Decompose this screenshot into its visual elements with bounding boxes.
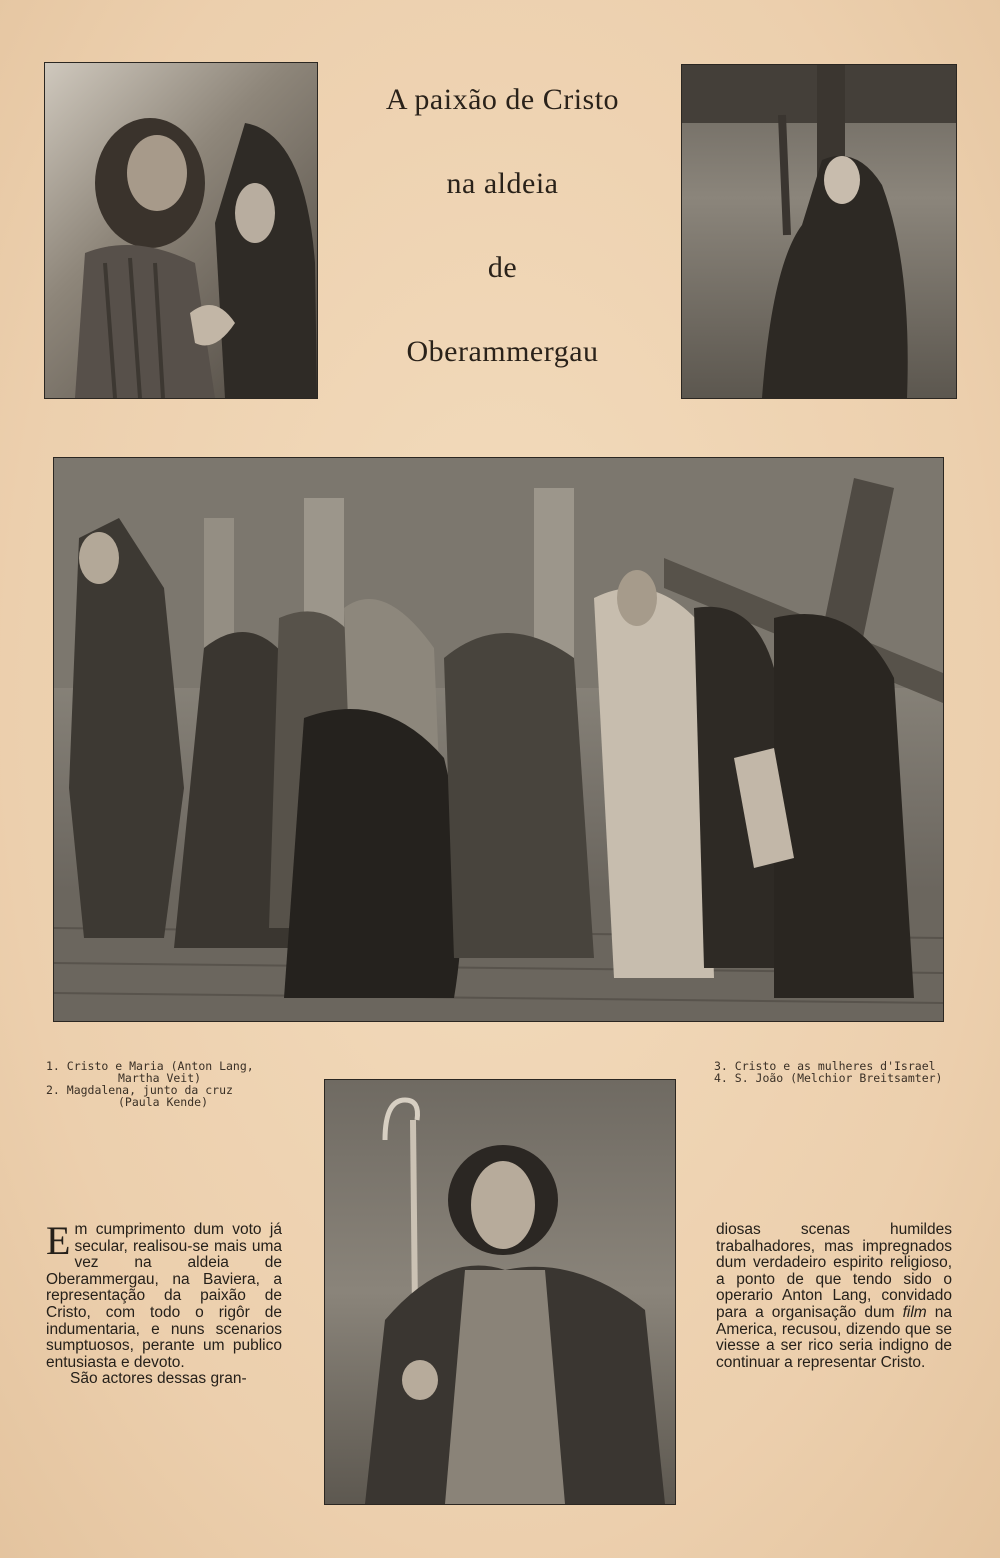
- article-continuation-a: diosas scenas humildes trabalhadores, mas impregnados dum verdadeiro espirito religioso, a ponto de que tendo sido o operario Anton Lang, convidado para a organisação dum: [716, 1221, 952, 1321]
- caption-left: [46, 1060, 286, 1108]
- caption-right: [714, 1060, 959, 1084]
- photo-cristo-e-maria: [44, 62, 318, 399]
- article-column-1: [46, 1218, 282, 1388]
- article-column-2: [716, 1222, 952, 1371]
- article-title: [330, 80, 675, 416]
- caption-line: 3. Cristo e as mulheres d'Israel: [714, 1059, 936, 1073]
- caption-line: Martha Veit): [118, 1071, 202, 1085]
- photo-cristo-e-as-mulheres: [53, 457, 944, 1022]
- photo-magdalena-junto-da-cruz: [681, 64, 957, 399]
- title-line-3: de: [487, 251, 518, 284]
- title-line-4: Oberammergau: [406, 335, 599, 368]
- article-film-word: film: [902, 1303, 927, 1321]
- caption-line: 2. Magdalena, junto da cruz: [46, 1083, 233, 1097]
- caption-line: 4. S. João (Melchior Breitsamter): [714, 1071, 943, 1085]
- caption-line: (Paula Kende): [118, 1095, 209, 1109]
- article-paragraph-1: m cumprimento dum voto já secular, realisou-se mais uma vez na aldeia de Oberammergau, na Baviera, a representação da paixão de Cristo, com todo o rigôr de indumentaria, e nuns scenarios sumptuosos, perante um publico entusiasta e devoto.: [46, 1221, 282, 1371]
- caption-line: 1. Cristo e Maria (Anton Lang,: [46, 1059, 254, 1073]
- article-continuation-b: na America, recusou, dizendo que se viesse a ser rico seria indigno de continuar a representar Cristo.: [716, 1303, 952, 1371]
- drop-cap: E: [46, 1218, 71, 1263]
- title-line-2: na aldeia: [446, 167, 559, 200]
- photo-s-joao: [324, 1079, 676, 1505]
- title-line-1: A paixão de Cristo: [385, 83, 620, 116]
- article-paragraph-2: São actores dessas gran-: [70, 1370, 247, 1388]
